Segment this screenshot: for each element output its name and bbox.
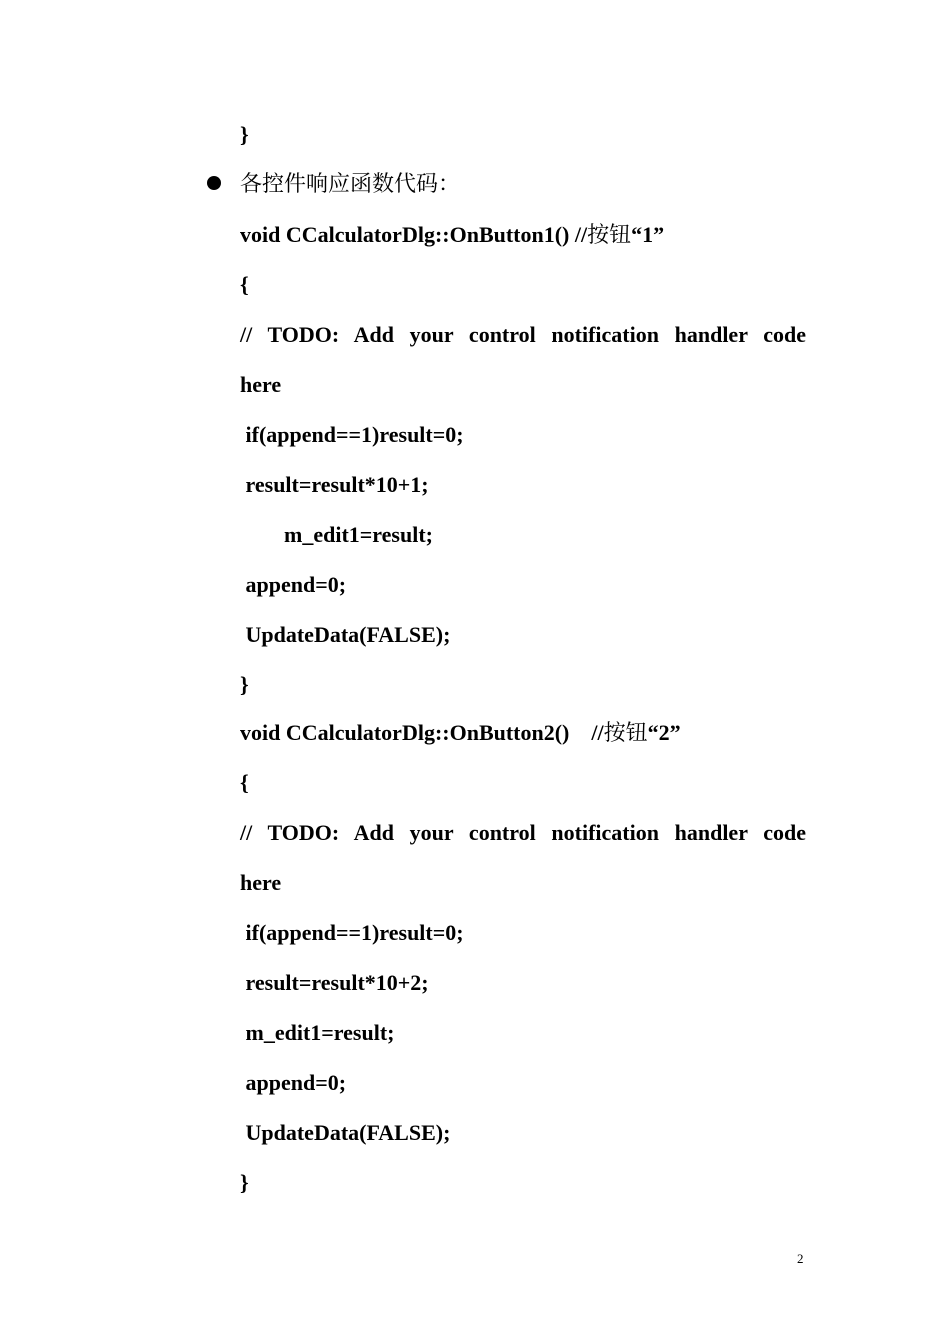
function-signature-button2 [240, 720, 681, 746]
bullet-icon [207, 176, 221, 190]
code-line-here: here [240, 870, 282, 895]
code-line: UpdateData(FALSE); [240, 1120, 451, 1145]
code-line-closing-brace: } [240, 1170, 249, 1195]
code-line-open-brace: { [240, 272, 249, 297]
code-line-closing-brace: } [240, 122, 249, 147]
code-line: if(append==1)result=0; [240, 422, 464, 447]
code-line-todo-comment: // TODO: Add your control notification handler code [240, 820, 806, 845]
code-line: if(append==1)result=0; [240, 920, 464, 945]
button-quote: “2” [647, 720, 681, 745]
comment-cn: 按钮 [587, 222, 632, 247]
code-line: result=result*10+2; [240, 970, 429, 995]
code-line: append=0; [240, 1070, 347, 1095]
code-line-here: here [240, 372, 282, 397]
code-line-open-brace: { [240, 770, 249, 795]
comment-cn: 按钮 [603, 720, 648, 745]
code-line: m_edit1=result; [240, 522, 433, 547]
page-number: 2 [797, 1251, 804, 1266]
code-line: UpdateData(FALSE); [240, 622, 451, 647]
code-line-closing-brace: } [240, 672, 249, 697]
button-quote: “1” [631, 222, 665, 247]
code-line: m_edit1=result; [240, 1020, 395, 1045]
bullet-heading: 各控件响应函数代码： [240, 171, 461, 196]
code-line-todo-comment: // TODO: Add your control notification handler code [240, 322, 806, 347]
code-text: void CCalculatorDlg::OnButton2() // [240, 720, 604, 745]
code-line: result=result*10+1; [240, 472, 429, 497]
function-signature-button1 [240, 222, 664, 248]
code-text: void CCalculatorDlg::OnButton1() // [240, 222, 588, 247]
code-line: append=0; [240, 572, 347, 597]
